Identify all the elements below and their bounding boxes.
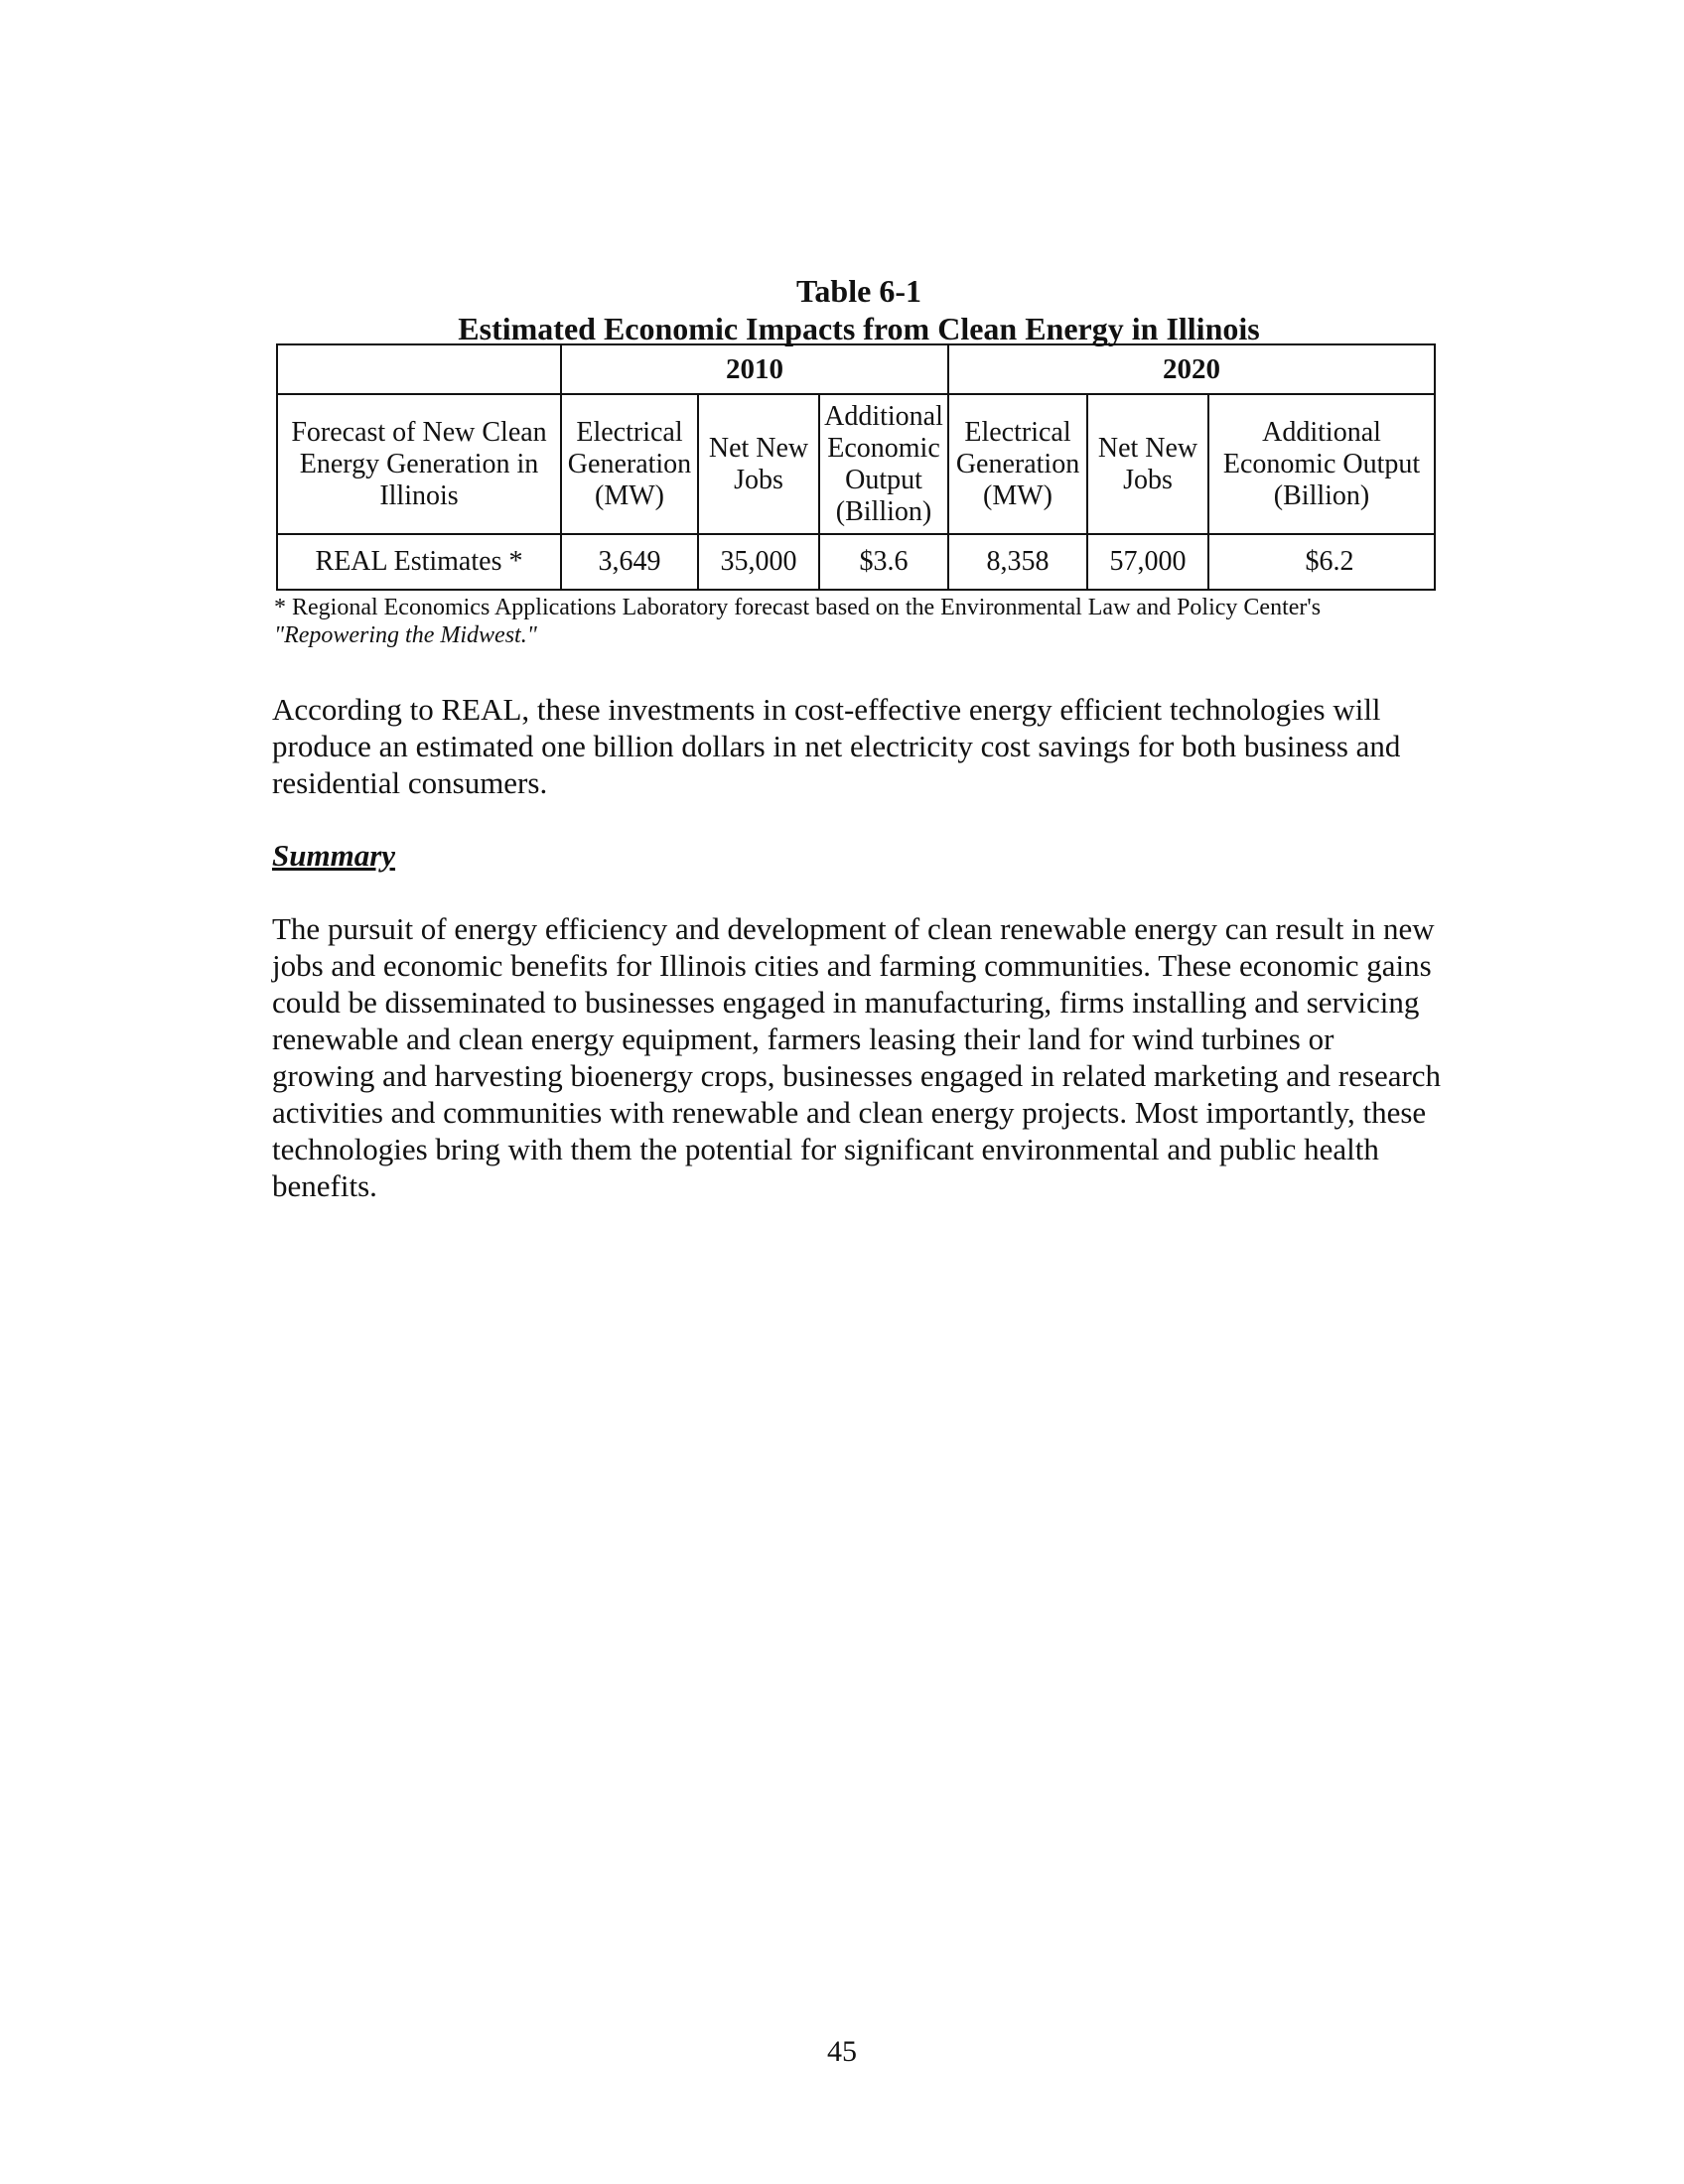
economic-impacts-table bbox=[276, 343, 1436, 591]
table-cell: 3,649 bbox=[561, 534, 698, 590]
footnote-text: * Regional Economics Applications Laboratory forecast based on the Environmental Law and Policy Center's bbox=[274, 595, 1322, 620]
column-header-row bbox=[277, 394, 1435, 534]
table-cell: 8,358 bbox=[948, 534, 1087, 590]
row-header-cell: Forecast of New Clean Energy Generation in Illinois bbox=[277, 394, 561, 534]
year-header-row bbox=[277, 344, 1435, 394]
table-cell: 35,000 bbox=[698, 534, 819, 590]
paragraph: According to REAL, these investments in cost-effective energy efficient technologies will produce an estimated one billion dollars in net electricity cost savings for both business and residential consumers. bbox=[272, 692, 1401, 800]
page-number: 45 bbox=[827, 2035, 857, 2068]
table-cell: $6.2 bbox=[1208, 534, 1435, 590]
table-cell: 57,000 bbox=[1087, 534, 1208, 590]
table-row bbox=[277, 534, 1435, 590]
table-caption bbox=[278, 272, 1440, 347]
column-header: Additional Economic Output (Billion) bbox=[819, 394, 948, 534]
column-header: Electrical Generation (MW) bbox=[948, 394, 1087, 534]
table-label: Table 6-1 bbox=[796, 273, 921, 309]
empty-corner-cell bbox=[277, 344, 561, 394]
year-header-2010: 2010 bbox=[561, 344, 948, 394]
column-header: Additional Economic Output (Billion) bbox=[1208, 394, 1435, 534]
column-header: Electrical Generation (MW) bbox=[561, 394, 698, 534]
column-header: Net New Jobs bbox=[698, 394, 819, 534]
section-heading-summary: Summary bbox=[272, 838, 396, 873]
table-cell: $3.6 bbox=[819, 534, 948, 590]
year-header-2020: 2020 bbox=[948, 344, 1435, 394]
table-title: Estimated Economic Impacts from Clean Energy in Illinois bbox=[458, 311, 1260, 346]
paragraph: The pursuit of energy efficiency and development of clean renewable energy can result in new jobs and economic benefits for Illinois cities and farming communities. These economic gains could be disseminated to businesses engaged in manufacturing, firms installing and servicing renewable and clean energy equipment, farmers leasing their land for wind turbines or growing and harvesting bioenergy crops, businesses engaged in related marketing and research activities and communities with renewable and clean energy projects. Most importantly, these technologies bring with them the potential for significant environmental and public health benefits. bbox=[272, 911, 1442, 1203]
row-label-cell: REAL Estimates * bbox=[277, 534, 561, 590]
table-footnote bbox=[274, 594, 1446, 649]
footnote-italic-title: "Repowering the Midwest." bbox=[274, 622, 537, 648]
column-header: Net New Jobs bbox=[1087, 394, 1208, 534]
